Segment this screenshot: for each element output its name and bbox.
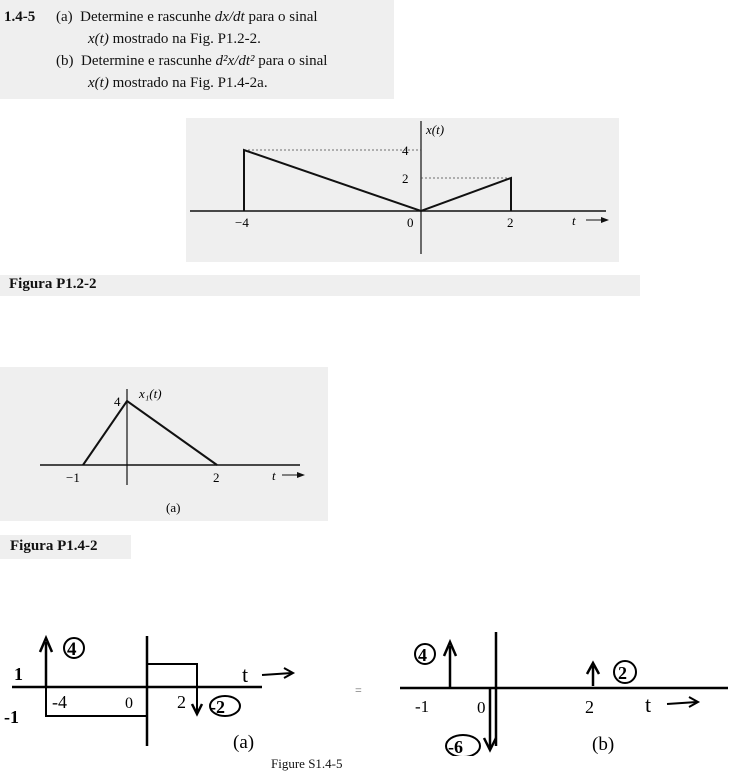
a-x-tick-0: 0 xyxy=(125,695,133,712)
b-weight-4: 4 xyxy=(418,645,427,665)
caption-p1-2-2-text: Figura P1.2-2 xyxy=(9,276,97,292)
x-tick-0: 0 xyxy=(407,215,414,230)
a-x-label: t xyxy=(242,662,249,687)
figure-p1-2-2-plot xyxy=(186,118,619,262)
sub-label-a: (a) xyxy=(166,500,181,515)
b-x-tick-0: 0 xyxy=(477,698,486,717)
part-b-line-2: x(t) mostrado na Fig. P1.4-2a. xyxy=(88,75,268,91)
x-tick-2: 2 xyxy=(507,215,514,230)
b-weight-neg6: -6 xyxy=(448,737,463,756)
caption-p1-2-2 xyxy=(0,275,640,296)
x-tick-2: 2 xyxy=(213,470,220,485)
x-label: t xyxy=(272,468,276,483)
x-tick-minus4: −4 xyxy=(235,215,249,230)
figure-p1-4-2-plot xyxy=(0,367,328,521)
t-arrowhead xyxy=(601,217,609,223)
a-segment-pos xyxy=(147,664,197,713)
a-x-tick-2: 2 xyxy=(177,692,186,712)
y-label: x(t) xyxy=(426,122,445,137)
figure-p1-4-2 xyxy=(0,367,328,521)
solution-sketches xyxy=(0,620,738,756)
peak-label: 4 xyxy=(114,394,121,409)
solution-b xyxy=(400,632,728,756)
problem-number: 1.4-5 xyxy=(4,9,36,25)
x-label: t xyxy=(572,213,576,228)
part-a-line-2: x(t) mostrado na Fig. P1.2-2. xyxy=(88,31,261,47)
y-label: x₁(t) xyxy=(139,386,162,401)
a-x-tick-neg4: -4 xyxy=(52,692,67,712)
a-y-tick-neg1: -1 xyxy=(4,707,19,727)
b-label: (b) xyxy=(592,734,615,755)
a-y-tick-1: 1 xyxy=(14,664,23,684)
equals-sign: = xyxy=(355,683,362,697)
caption-p1-4-2 xyxy=(0,535,131,559)
solution-a xyxy=(4,636,293,753)
b-t-arrow xyxy=(667,702,697,704)
part-b-line-1: (b) Determine e rascunhe d²x/dt² para o sinal xyxy=(56,53,328,69)
signal-x-t xyxy=(244,150,511,211)
solution-caption: Figure S1.4-5 xyxy=(271,756,343,771)
b-x-label: t xyxy=(645,692,652,717)
part-a-line-1: (a) Determine e rascunhe dx/dt para o sinal xyxy=(56,9,318,25)
problem-statement xyxy=(0,0,394,99)
b-weight-2: 2 xyxy=(618,663,627,683)
caption-p1-4-2-text: Figura P1.4-2 xyxy=(10,538,98,554)
a-t-arrow xyxy=(262,673,292,675)
x-tick-minus1: −1 xyxy=(66,470,80,485)
b-x-tick-neg1: -1 xyxy=(415,697,430,716)
a-label: (a) xyxy=(233,732,255,753)
figure-p1-2-2 xyxy=(186,118,619,262)
y-tick-4: 4 xyxy=(402,143,409,158)
a-weight-4: 4 xyxy=(67,639,77,660)
a-weight-neg2: -2 xyxy=(210,697,225,717)
signal-x1-t xyxy=(83,401,217,465)
t-arrowhead xyxy=(297,472,305,478)
y-tick-2: 2 xyxy=(402,171,409,186)
b-x-tick-2: 2 xyxy=(585,697,594,717)
